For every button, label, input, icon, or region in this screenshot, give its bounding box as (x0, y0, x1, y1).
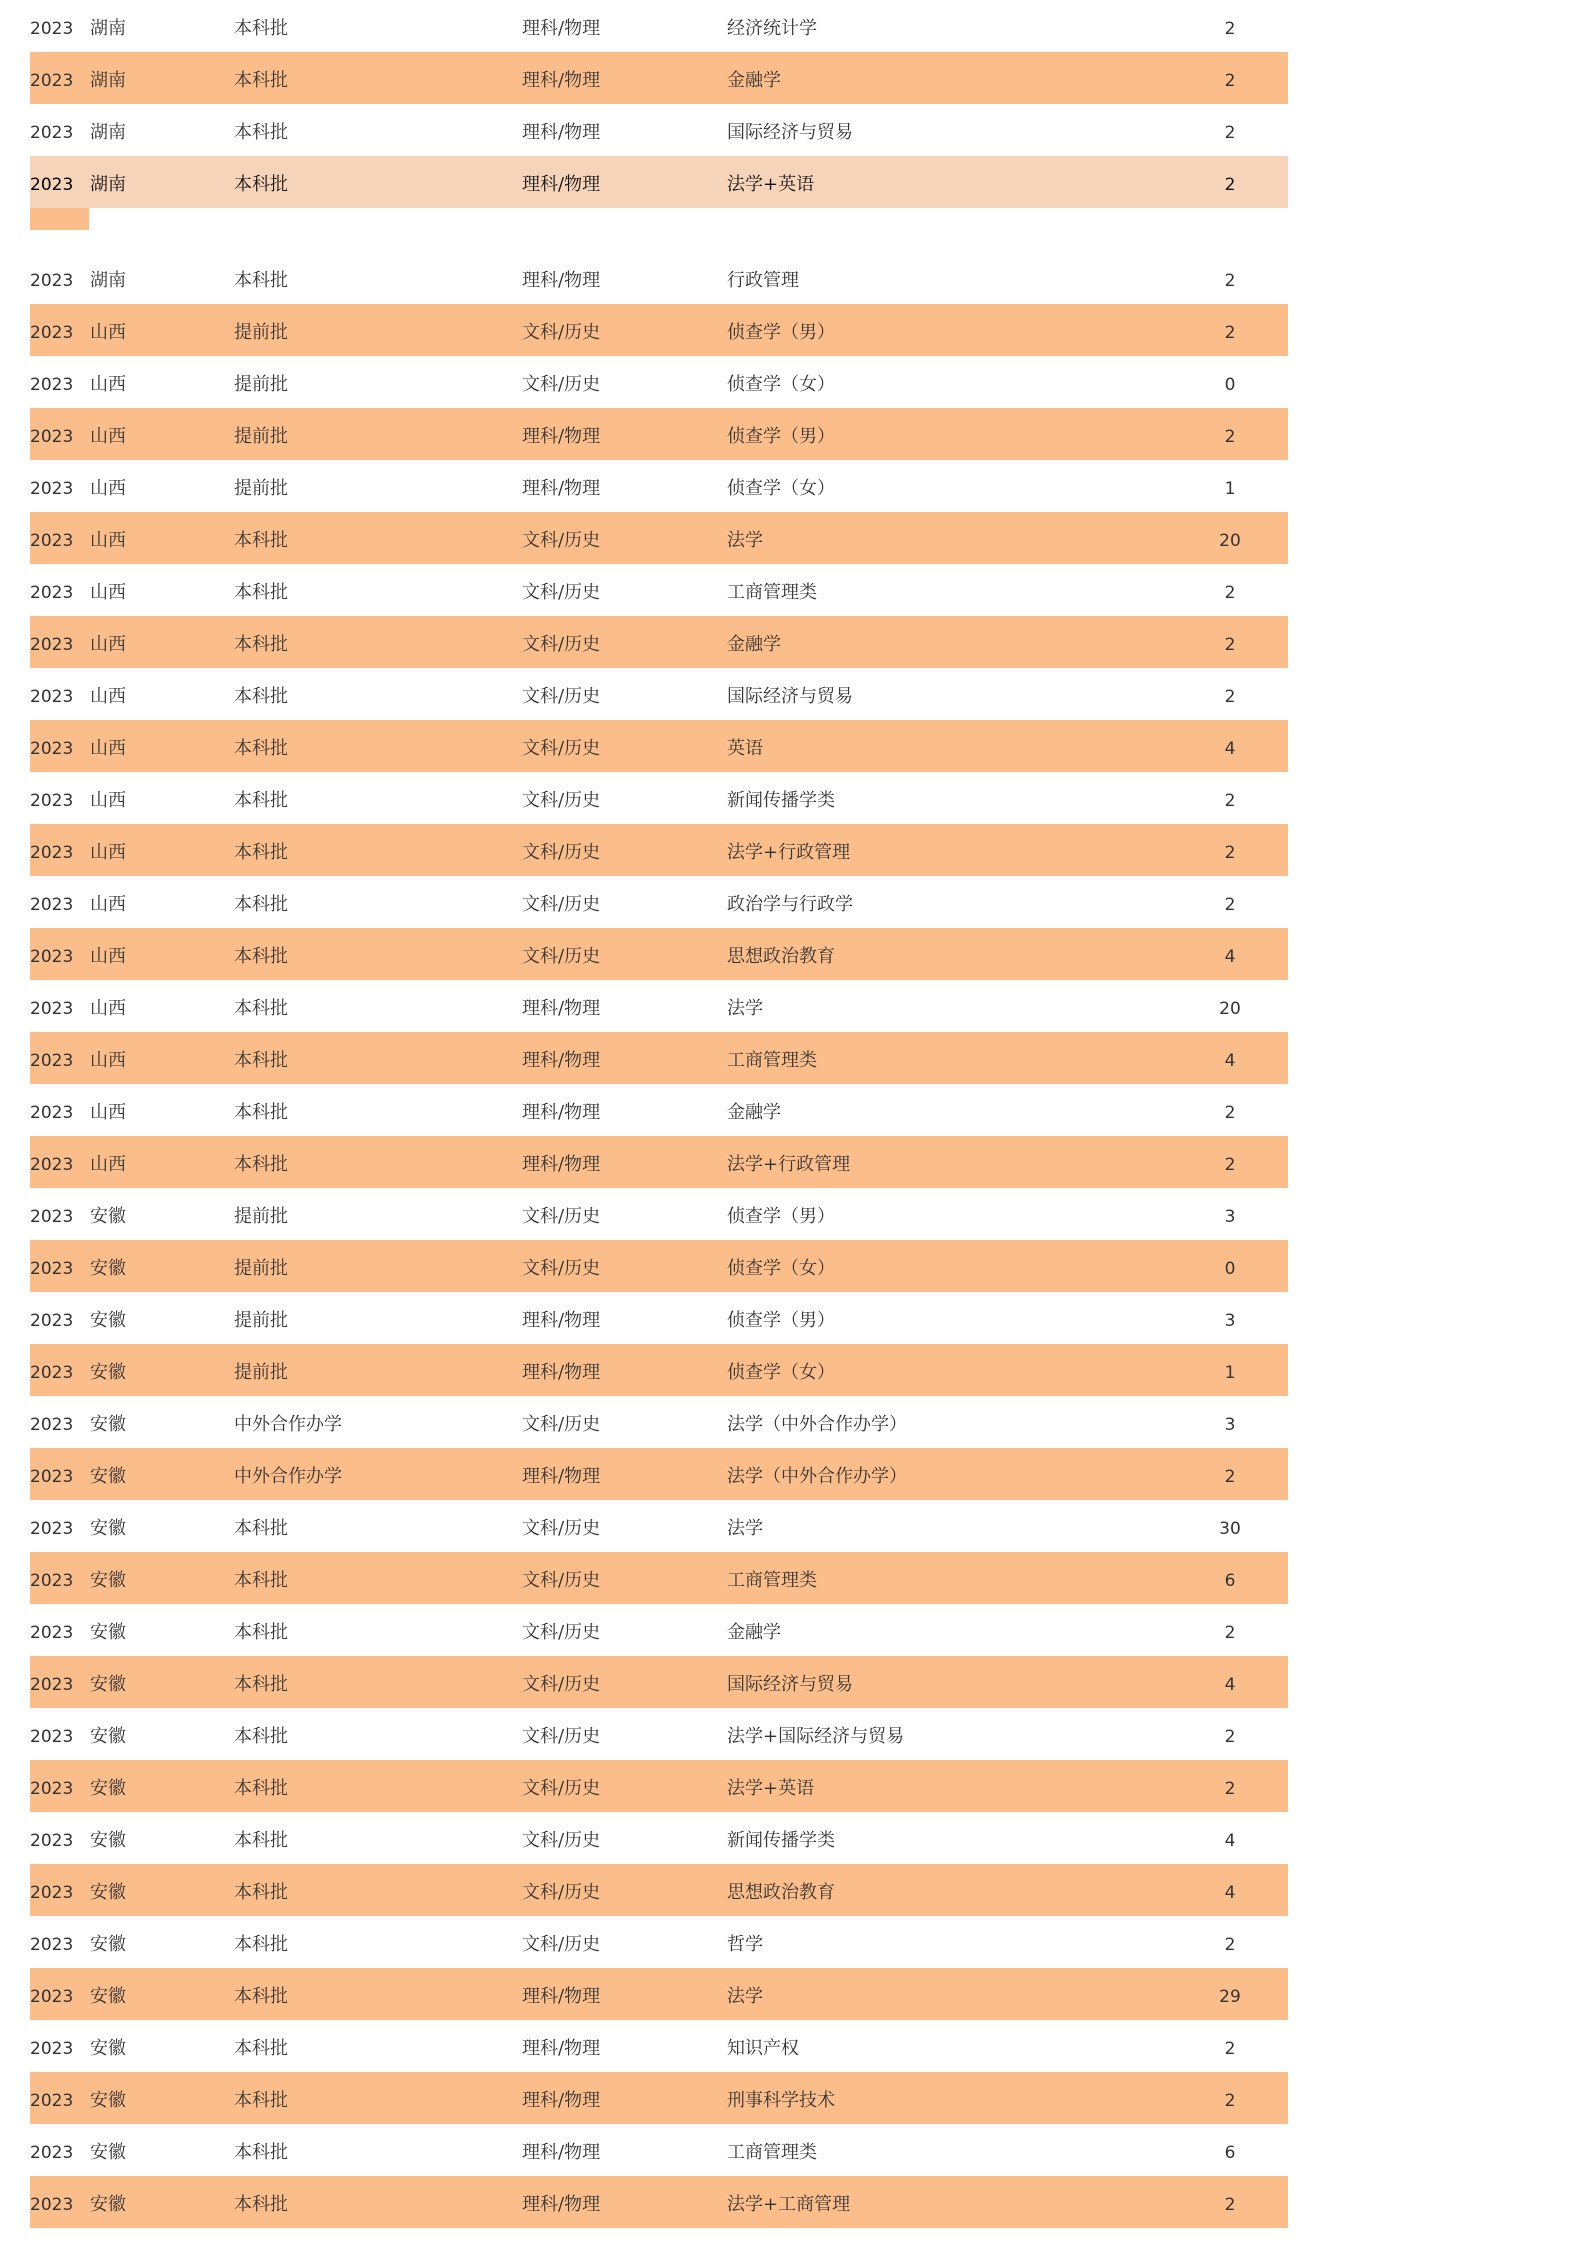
table-row[interactable] (30, 304, 1288, 356)
table-row[interactable] (30, 720, 1288, 772)
table-row[interactable] (30, 1656, 1288, 1708)
count-cell: 3 (1224, 1311, 1236, 1331)
province-cell: 山西 (90, 478, 126, 499)
major-cell: 法学 (727, 530, 763, 551)
category-cell: 理科/物理 (522, 174, 601, 195)
category-cell: 理科/物理 (522, 2090, 601, 2111)
major-cell: 侦查学（男） (727, 322, 835, 343)
category-cell: 理科/物理 (522, 2194, 601, 2215)
province-cell: 安徽 (90, 1518, 126, 1539)
category-cell: 理科/物理 (522, 2038, 601, 2059)
category-cell: 理科/物理 (522, 1362, 601, 1383)
major-cell: 法学+英语 (727, 1778, 815, 1799)
batch-cell: 中外合作办学 (234, 1414, 342, 1435)
batch-cell: 提前批 (234, 322, 288, 343)
year-cell: 2023 (30, 427, 74, 447)
batch-cell: 本科批 (234, 70, 288, 91)
major-cell: 工商管理类 (727, 1570, 817, 1591)
count-cell: 2 (1224, 123, 1236, 143)
table-row[interactable] (30, 1916, 1288, 1968)
province-cell: 安徽 (90, 2038, 126, 2059)
province-cell: 安徽 (90, 1986, 126, 2007)
count-cell: 2 (1224, 2039, 1236, 2059)
category-cell: 文科/历史 (522, 790, 601, 811)
major-cell: 工商管理类 (727, 1050, 817, 1071)
batch-cell: 本科批 (234, 686, 288, 707)
batch-cell: 本科批 (234, 1102, 288, 1123)
count-cell: 2 (1224, 843, 1236, 863)
province-cell: 安徽 (90, 1622, 126, 1643)
category-cell: 文科/历史 (522, 1570, 601, 1591)
province-cell: 安徽 (90, 2194, 126, 2215)
year-cell: 2023 (30, 1207, 74, 1227)
major-cell: 法学 (727, 1518, 763, 1539)
year-cell: 2023 (30, 531, 74, 551)
count-cell: 2 (1224, 791, 1236, 811)
year-cell: 2023 (30, 123, 74, 143)
province-cell: 湖南 (90, 70, 126, 91)
batch-cell: 本科批 (234, 122, 288, 143)
major-cell: 法学+英语 (727, 174, 815, 195)
batch-cell: 本科批 (234, 1622, 288, 1643)
province-cell: 山西 (90, 1102, 126, 1123)
table-row[interactable] (30, 1188, 1288, 1240)
table-row[interactable] (30, 2176, 1288, 2228)
batch-cell: 本科批 (234, 174, 288, 195)
year-cell: 2023 (30, 2143, 74, 2163)
spacer-tab (30, 208, 89, 230)
category-cell: 文科/历史 (522, 1726, 601, 1747)
province-cell: 安徽 (90, 1674, 126, 1695)
province-cell: 山西 (90, 738, 126, 759)
table-row[interactable] (30, 1084, 1288, 1136)
table-row[interactable] (30, 2072, 1288, 2124)
batch-cell: 提前批 (234, 1310, 288, 1331)
major-cell: 工商管理类 (727, 2142, 817, 2163)
year-cell: 2023 (30, 791, 74, 811)
count-cell: 2 (1224, 1155, 1236, 1175)
category-cell: 文科/历史 (522, 686, 601, 707)
province-cell: 山西 (90, 374, 126, 395)
year-cell: 2023 (30, 1675, 74, 1695)
major-cell: 侦查学（女） (727, 1258, 835, 1279)
category-cell: 理科/物理 (522, 1986, 601, 2007)
table-row[interactable] (30, 564, 1288, 616)
count-cell: 4 (1224, 947, 1236, 967)
major-cell: 金融学 (727, 70, 781, 91)
major-cell: 思想政治教育 (727, 946, 835, 967)
province-cell: 湖南 (90, 174, 126, 195)
category-cell: 理科/物理 (522, 2142, 601, 2163)
major-cell: 侦查学（女） (727, 1362, 835, 1383)
year-cell: 2023 (30, 999, 74, 1019)
major-cell: 侦查学（男） (727, 1206, 835, 1227)
year-cell: 2023 (30, 635, 74, 655)
province-cell: 湖南 (90, 270, 126, 291)
year-cell: 2023 (30, 739, 74, 759)
province-cell: 山西 (90, 530, 126, 551)
count-cell: 29 (1219, 1987, 1241, 2007)
major-cell: 新闻传播学类 (727, 1830, 835, 1851)
major-cell: 经济统计学 (727, 18, 817, 39)
province-cell: 安徽 (90, 1466, 126, 1487)
count-cell: 2 (1224, 1467, 1236, 1487)
table-row[interactable] (30, 1500, 1288, 1552)
major-cell: 法学+行政管理 (727, 1154, 851, 1175)
province-cell: 山西 (90, 1050, 126, 1071)
category-cell: 理科/物理 (522, 1102, 601, 1123)
count-cell: 2 (1224, 323, 1236, 343)
category-cell: 理科/物理 (522, 1050, 601, 1071)
table-row[interactable] (30, 772, 1288, 824)
year-cell: 2023 (30, 323, 74, 343)
batch-cell: 本科批 (234, 894, 288, 915)
year-cell: 2023 (30, 1103, 74, 1123)
year-cell: 2023 (30, 1623, 74, 1643)
batch-cell: 中外合作办学 (234, 1466, 342, 1487)
category-cell: 文科/历史 (522, 1622, 601, 1643)
category-cell: 文科/历史 (522, 1778, 601, 1799)
province-cell: 山西 (90, 842, 126, 863)
count-cell: 2 (1224, 19, 1236, 39)
year-cell: 2023 (30, 1415, 74, 1435)
count-cell: 4 (1224, 1675, 1236, 1695)
year-cell: 2023 (30, 1727, 74, 1747)
major-cell: 法学 (727, 998, 763, 1019)
row-gap (30, 230, 1288, 252)
category-cell: 文科/历史 (522, 1258, 601, 1279)
table-row[interactable] (30, 512, 1288, 564)
year-cell: 2023 (30, 1883, 74, 1903)
category-cell: 理科/物理 (522, 18, 601, 39)
count-cell: 2 (1224, 2091, 1236, 2111)
count-cell: 2 (1224, 1727, 1236, 1747)
province-cell: 安徽 (90, 1882, 126, 1903)
province-cell: 安徽 (90, 1830, 126, 1851)
table-row[interactable] (30, 1292, 1288, 1344)
category-cell: 理科/物理 (522, 270, 601, 291)
table-row[interactable] (30, 408, 1288, 460)
count-cell: 3 (1224, 1415, 1236, 1435)
province-cell: 山西 (90, 998, 126, 1019)
province-cell: 山西 (90, 946, 126, 967)
year-cell: 2023 (30, 843, 74, 863)
table-row[interactable] (30, 1344, 1288, 1396)
category-cell: 文科/历史 (522, 842, 601, 863)
province-cell: 山西 (90, 322, 126, 343)
count-cell: 2 (1224, 427, 1236, 447)
table-row[interactable] (30, 1864, 1288, 1916)
major-cell: 金融学 (727, 1102, 781, 1123)
major-cell: 国际经济与贸易 (727, 686, 853, 707)
major-cell: 刑事科学技术 (727, 2090, 835, 2111)
province-cell: 山西 (90, 894, 126, 915)
province-cell: 山西 (90, 686, 126, 707)
table-row[interactable] (30, 252, 1288, 304)
year-cell: 2023 (30, 895, 74, 915)
major-cell: 哲学 (727, 1934, 763, 1955)
batch-cell: 本科批 (234, 582, 288, 603)
major-cell: 法学（中外合作办学） (727, 1466, 907, 1487)
year-cell: 2023 (30, 2091, 74, 2111)
major-cell: 侦查学（女） (727, 374, 835, 395)
table-row[interactable] (30, 1032, 1288, 1084)
batch-cell: 本科批 (234, 790, 288, 811)
batch-cell: 本科批 (234, 2038, 288, 2059)
batch-cell: 本科批 (234, 2090, 288, 2111)
year-cell: 2023 (30, 947, 74, 967)
table-row[interactable] (30, 1708, 1288, 1760)
table-row-selected[interactable] (30, 156, 1288, 208)
table-row[interactable] (30, 52, 1288, 104)
year-cell: 2023 (30, 1363, 74, 1383)
count-cell: 1 (1224, 1363, 1236, 1383)
batch-cell: 本科批 (234, 1050, 288, 1071)
category-cell: 文科/历史 (522, 1934, 601, 1955)
table-row[interactable] (30, 356, 1288, 408)
count-cell: 2 (1224, 271, 1236, 291)
province-cell: 山西 (90, 426, 126, 447)
count-cell: 2 (1224, 687, 1236, 707)
batch-cell: 本科批 (234, 1882, 288, 1903)
batch-cell: 本科批 (234, 1934, 288, 1955)
province-cell: 山西 (90, 790, 126, 811)
batch-cell: 本科批 (234, 1154, 288, 1175)
category-cell: 文科/历史 (522, 322, 601, 343)
count-cell: 1 (1224, 479, 1236, 499)
count-cell: 2 (1224, 1779, 1236, 1799)
table-row[interactable] (30, 876, 1288, 928)
category-cell: 理科/物理 (522, 70, 601, 91)
category-cell: 文科/历史 (522, 1674, 601, 1695)
province-cell: 安徽 (90, 1726, 126, 1747)
table-row[interactable] (30, 928, 1288, 980)
table-row[interactable] (30, 668, 1288, 720)
major-cell: 侦查学（女） (727, 478, 835, 499)
batch-cell: 本科批 (234, 530, 288, 551)
province-cell: 安徽 (90, 1258, 126, 1279)
table-row[interactable] (30, 1136, 1288, 1188)
count-cell: 30 (1219, 1519, 1241, 1539)
year-cell: 2023 (30, 1311, 74, 1331)
major-cell: 金融学 (727, 634, 781, 655)
table-row[interactable] (30, 2124, 1288, 2176)
table-row[interactable] (30, 1448, 1288, 1500)
major-cell: 工商管理类 (727, 582, 817, 603)
batch-cell: 本科批 (234, 18, 288, 39)
major-cell: 法学 (727, 1986, 763, 2007)
major-cell: 侦查学（男） (727, 426, 835, 447)
major-cell: 法学（中外合作办学） (727, 1414, 907, 1435)
major-cell: 金融学 (727, 1622, 781, 1643)
year-cell: 2023 (30, 19, 74, 39)
year-cell: 2023 (30, 271, 74, 291)
table-row[interactable] (30, 824, 1288, 876)
batch-cell: 本科批 (234, 1726, 288, 1747)
category-cell: 文科/历史 (522, 1830, 601, 1851)
count-cell: 0 (1224, 375, 1236, 395)
year-cell: 2023 (30, 2039, 74, 2059)
province-cell: 安徽 (90, 2142, 126, 2163)
count-cell: 2 (1224, 1103, 1236, 1123)
province-cell: 山西 (90, 582, 126, 603)
category-cell: 理科/物理 (522, 1154, 601, 1175)
major-cell: 政治学与行政学 (727, 894, 853, 915)
province-cell: 安徽 (90, 2090, 126, 2111)
year-cell: 2023 (30, 375, 74, 395)
year-cell: 2023 (30, 2195, 74, 2215)
batch-cell: 本科批 (234, 2194, 288, 2215)
table-row[interactable] (30, 1552, 1288, 1604)
admission-plan-table (30, 0, 1288, 2228)
province-cell: 安徽 (90, 1362, 126, 1383)
batch-cell: 本科批 (234, 998, 288, 1019)
province-cell: 山西 (90, 634, 126, 655)
category-cell: 文科/历史 (522, 1882, 601, 1903)
province-cell: 湖南 (90, 122, 126, 143)
year-cell: 2023 (30, 71, 74, 91)
province-cell: 安徽 (90, 1310, 126, 1331)
major-cell: 新闻传播学类 (727, 790, 835, 811)
category-cell: 理科/物理 (522, 1310, 601, 1331)
count-cell: 2 (1224, 175, 1236, 195)
category-cell: 理科/物理 (522, 478, 601, 499)
category-cell: 文科/历史 (522, 582, 601, 603)
major-cell: 国际经济与贸易 (727, 122, 853, 143)
table-row[interactable] (30, 1240, 1288, 1292)
major-cell: 国际经济与贸易 (727, 1674, 853, 1695)
category-cell: 文科/历史 (522, 634, 601, 655)
major-cell: 思想政治教育 (727, 1882, 835, 1903)
count-cell: 2 (1224, 635, 1236, 655)
table-row[interactable] (30, 104, 1288, 156)
year-cell: 2023 (30, 479, 74, 499)
table-row[interactable] (30, 616, 1288, 668)
year-cell: 2023 (30, 1467, 74, 1487)
category-cell: 文科/历史 (522, 894, 601, 915)
province-cell: 湖南 (90, 18, 126, 39)
province-cell: 山西 (90, 1154, 126, 1175)
table-row[interactable] (30, 980, 1288, 1032)
count-cell: 2 (1224, 2195, 1236, 2215)
province-cell: 安徽 (90, 1206, 126, 1227)
batch-cell: 提前批 (234, 478, 288, 499)
batch-cell: 本科批 (234, 270, 288, 291)
province-cell: 安徽 (90, 1414, 126, 1435)
batch-cell: 本科批 (234, 946, 288, 967)
year-cell: 2023 (30, 1051, 74, 1071)
batch-cell: 提前批 (234, 1362, 288, 1383)
table-row[interactable] (30, 0, 1288, 52)
year-cell: 2023 (30, 1519, 74, 1539)
table-row[interactable] (30, 1604, 1288, 1656)
table-row[interactable] (30, 2020, 1288, 2072)
category-cell: 文科/历史 (522, 1206, 601, 1227)
count-cell: 4 (1224, 1883, 1236, 1903)
category-cell: 文科/历史 (522, 530, 601, 551)
count-cell: 0 (1224, 1259, 1236, 1279)
table-row[interactable] (30, 1396, 1288, 1448)
count-cell: 2 (1224, 1623, 1236, 1643)
count-cell: 4 (1224, 1051, 1236, 1071)
batch-cell: 提前批 (234, 374, 288, 395)
count-cell: 6 (1224, 2143, 1236, 2163)
category-cell: 文科/历史 (522, 1518, 601, 1539)
year-cell: 2023 (30, 1155, 74, 1175)
batch-cell: 本科批 (234, 1778, 288, 1799)
major-cell: 知识产权 (727, 2038, 799, 2059)
category-cell: 文科/历史 (522, 738, 601, 759)
batch-cell: 本科批 (234, 2142, 288, 2163)
province-cell: 安徽 (90, 1570, 126, 1591)
batch-cell: 本科批 (234, 1986, 288, 2007)
major-cell: 侦查学（男） (727, 1310, 835, 1331)
count-cell: 4 (1224, 739, 1236, 759)
table-row[interactable] (30, 1760, 1288, 1812)
count-cell: 20 (1219, 531, 1241, 551)
major-cell: 法学+工商管理 (727, 2194, 851, 2215)
batch-cell: 提前批 (234, 1258, 288, 1279)
batch-cell: 提前批 (234, 1206, 288, 1227)
year-cell: 2023 (30, 1259, 74, 1279)
count-cell: 6 (1224, 1571, 1236, 1591)
year-cell: 2023 (30, 1987, 74, 2007)
count-cell: 20 (1219, 999, 1241, 1019)
category-cell: 理科/物理 (522, 122, 601, 143)
count-cell: 2 (1224, 895, 1236, 915)
batch-cell: 本科批 (234, 634, 288, 655)
batch-cell: 本科批 (234, 1570, 288, 1591)
category-cell: 文科/历史 (522, 946, 601, 967)
year-cell: 2023 (30, 1935, 74, 1955)
count-cell: 4 (1224, 1831, 1236, 1851)
year-cell: 2023 (30, 1571, 74, 1591)
batch-cell: 提前批 (234, 426, 288, 447)
province-cell: 安徽 (90, 1934, 126, 1955)
count-cell: 3 (1224, 1207, 1236, 1227)
table-row[interactable] (30, 1812, 1288, 1864)
major-cell: 英语 (727, 738, 763, 759)
batch-cell: 本科批 (234, 1674, 288, 1695)
category-cell: 理科/物理 (522, 998, 601, 1019)
batch-cell: 本科批 (234, 1518, 288, 1539)
major-cell: 法学+国际经济与贸易 (727, 1726, 905, 1747)
year-cell: 2023 (30, 175, 74, 195)
category-cell: 文科/历史 (522, 374, 601, 395)
category-cell: 文科/历史 (522, 1414, 601, 1435)
category-cell: 理科/物理 (522, 1466, 601, 1487)
year-cell: 2023 (30, 1779, 74, 1799)
count-cell: 2 (1224, 583, 1236, 603)
batch-cell: 本科批 (234, 1830, 288, 1851)
major-cell: 行政管理 (727, 270, 799, 291)
table-row[interactable] (30, 1968, 1288, 2020)
province-cell: 安徽 (90, 1778, 126, 1799)
batch-cell: 本科批 (234, 738, 288, 759)
table-row[interactable] (30, 460, 1288, 512)
batch-cell: 本科批 (234, 842, 288, 863)
year-cell: 2023 (30, 1831, 74, 1851)
year-cell: 2023 (30, 687, 74, 707)
count-cell: 2 (1224, 1935, 1236, 1955)
row-spacer (30, 208, 1288, 230)
category-cell: 理科/物理 (522, 426, 601, 447)
count-cell: 2 (1224, 71, 1236, 91)
year-cell: 2023 (30, 583, 74, 603)
major-cell: 法学+行政管理 (727, 842, 851, 863)
